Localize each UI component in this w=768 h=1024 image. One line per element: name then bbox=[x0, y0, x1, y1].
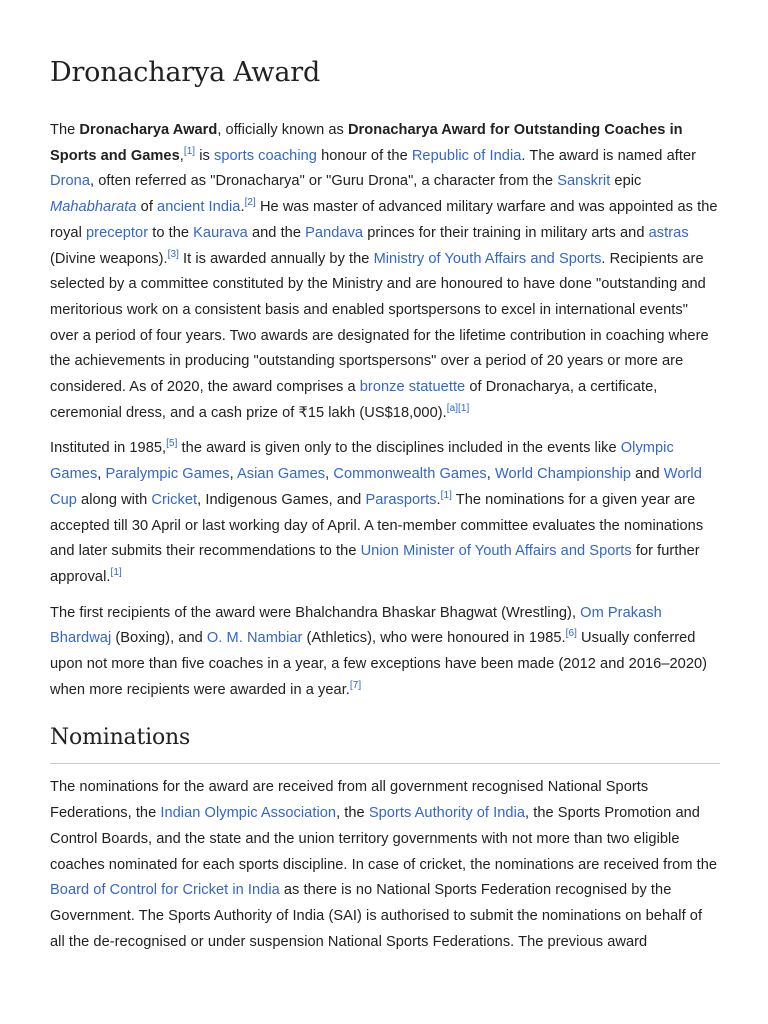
link-republic-of-india[interactable]: Republic of India bbox=[411, 147, 522, 164]
citation-link[interactable]: [6] bbox=[565, 628, 577, 640]
section-heading-nominations: Nominations bbox=[50, 723, 720, 764]
nominations-paragraph bbox=[50, 775, 720, 955]
text: Usually conferred upon not more than five coaches in a year, a few exceptions have been made (2012 and 2016–2020) when more recipients were awarded in a year. bbox=[50, 630, 708, 698]
link-indian-olympic-association[interactable]: Indian Olympic Association bbox=[160, 805, 337, 822]
link-bronze-statuette[interactable]: bronze statuette bbox=[359, 379, 466, 396]
text: (Divine weapons). bbox=[50, 250, 168, 267]
link-sanskrit[interactable]: Sanskrit bbox=[557, 173, 611, 190]
page-title: Dronacharya Award bbox=[50, 57, 321, 88]
link-ministry[interactable]: Ministry of Youth Affairs and Sports bbox=[373, 250, 602, 267]
text: . bbox=[436, 491, 441, 508]
text: (Boxing), and bbox=[111, 630, 207, 647]
link-world-cup[interactable]: World Cup bbox=[50, 466, 702, 508]
citation-link[interactable]: [1] bbox=[440, 489, 452, 501]
link-bcci[interactable]: Board of Control for Cricket in India bbox=[50, 882, 280, 899]
text: and bbox=[631, 466, 664, 483]
text: (Athletics), who were honoured in 1985. bbox=[302, 630, 566, 647]
link-world-championship[interactable]: World Championship bbox=[494, 466, 632, 483]
text: It is awarded annually by the bbox=[178, 250, 374, 267]
citation-link[interactable]: [1] bbox=[183, 145, 196, 157]
link-union-minister[interactable]: Union Minister of Youth Affairs and Sports bbox=[360, 543, 632, 560]
text: , bbox=[97, 466, 106, 483]
text: for further approval. bbox=[50, 543, 700, 585]
text: . The award is named after bbox=[521, 147, 697, 164]
text: , Indigenous Games, and bbox=[197, 491, 366, 508]
text: along with bbox=[76, 491, 152, 508]
history-paragraph bbox=[50, 436, 720, 590]
text: , the bbox=[336, 805, 369, 822]
citation-link[interactable]: [7] bbox=[349, 679, 362, 691]
article bbox=[50, 0, 720, 955]
text: of bbox=[136, 199, 158, 216]
link-sports-authority-of-india[interactable]: Sports Authority of India bbox=[368, 805, 526, 822]
bold-term: Dronacharya Award bbox=[79, 122, 218, 138]
link-astras[interactable]: astras bbox=[648, 224, 689, 241]
text: as there is no National Sports Federation recognised by the Government. The Sports Authority of India (SAI) is authorised to submit the nominations on behalf of all the de-recognised or under suspension National Sports Federations. The previous award bbox=[50, 882, 703, 950]
link-ancient-india[interactable]: ancient India bbox=[157, 199, 241, 216]
text: The nominations for the award are received from all government recognised National Sports Federations, the bbox=[50, 779, 649, 822]
text: epic bbox=[610, 173, 642, 190]
text: to the bbox=[148, 224, 194, 241]
link-om-nambiar[interactable]: O. M. Nambiar bbox=[206, 630, 303, 647]
link-mahabharata[interactable] bbox=[50, 199, 137, 215]
text: , the Sports Promotion and Control Boards, and the state and the union territory governments with not more than two eligible coaches nominated for each sports discipline. In case of cricket, the nominations are received from the bbox=[50, 805, 718, 873]
text: is bbox=[195, 147, 214, 164]
text: , officially known as bbox=[217, 122, 348, 138]
text: He was master of advanced military warfare and was appointed as the royal bbox=[50, 199, 718, 241]
text: , bbox=[179, 147, 184, 164]
link-sports-coaching[interactable]: sports coaching bbox=[214, 147, 317, 164]
text: , often referred as "Dronacharya" or "Guru Drona", a character from the bbox=[90, 173, 558, 190]
link-olympic-games[interactable]: Olympic Games bbox=[50, 440, 674, 483]
citation-link[interactable]: [1] bbox=[458, 402, 470, 414]
intro-paragraph bbox=[50, 118, 720, 426]
text: and the bbox=[247, 224, 306, 241]
link-parasports[interactable]: Parasports bbox=[365, 491, 437, 508]
link-kaurava[interactable]: Kaurava bbox=[193, 224, 248, 241]
text: . Recipients are selected by a committee constituted by the Ministry and are honoured to have done "outstanding and meritorious work on a consistent basis and enabled sportspersons to excel in international events" over a period of four years. Two awards are designated for the lifetime contribution in coaching where the achievements in producing "outstanding sportspersons" over a period of 20 years or more are considered. As of 2020, the award comprises a bbox=[50, 250, 709, 396]
text: The first recipients of the award were Bhalchandra Bhaskar Bhagwat (Wrestling), bbox=[50, 604, 581, 621]
text: princes for their training in military arts and bbox=[363, 224, 649, 241]
text: Instituted in 1985, bbox=[50, 440, 167, 457]
link-pandava[interactable]: Pandava bbox=[305, 224, 364, 241]
citation-link[interactable]: [5] bbox=[166, 438, 178, 450]
text: , bbox=[325, 466, 334, 483]
bold-term: Dronacharya Award for Outstanding Coaches in Sports and Games bbox=[50, 122, 683, 164]
text: The nominations for a given year are accepted till 30 April or last working day of April. A ten-member committee evaluates the nominations and later submits their recommendations to the bbox=[50, 491, 704, 560]
text: honour of the bbox=[316, 147, 412, 164]
text: , bbox=[229, 466, 237, 483]
citation-link[interactable]: [3] bbox=[167, 248, 179, 260]
citation-link[interactable]: [2] bbox=[244, 197, 256, 209]
text: . bbox=[240, 199, 245, 216]
footnote-link[interactable]: [a] bbox=[446, 402, 459, 414]
text: the award is given only to the disciplines included in the events like bbox=[177, 440, 621, 457]
text: , bbox=[486, 466, 495, 483]
link-cricket[interactable]: Cricket bbox=[151, 491, 198, 508]
recipients-paragraph bbox=[50, 601, 720, 704]
text: of Dronacharya, a certificate, ceremonial dress, and a cash prize of ₹15 lakh (US$18,000). bbox=[50, 379, 658, 421]
text: The bbox=[50, 122, 80, 138]
italic-link-text: Mahabharata bbox=[50, 199, 137, 216]
citation-link[interactable]: [1] bbox=[110, 566, 122, 578]
link-drona[interactable]: Drona bbox=[50, 173, 90, 190]
link-preceptor[interactable]: preceptor bbox=[86, 224, 149, 241]
link-paralympic-games[interactable]: Paralympic Games bbox=[105, 466, 230, 483]
link-asian-games[interactable]: Asian Games bbox=[237, 466, 326, 483]
link-commonwealth-games[interactable]: Commonwealth Games bbox=[333, 466, 487, 483]
link-om-prakash-bhardwaj[interactable]: Om Prakash Bhardwaj bbox=[50, 604, 662, 647]
